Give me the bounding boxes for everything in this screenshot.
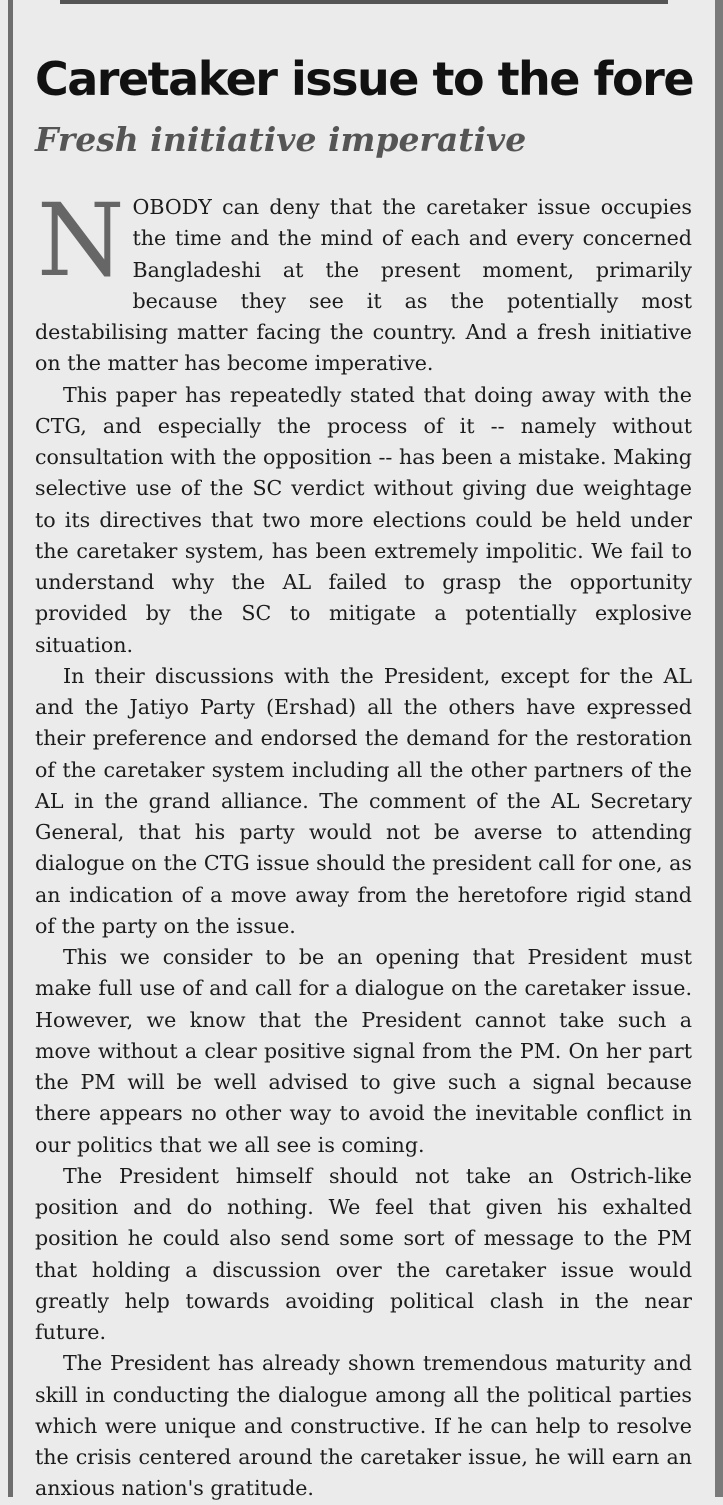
paragraph-3: In their discussions with the President, except for the AL and the Jatiyo Party (Ershad) all the others have expressed their preference and endorsed the demand for the restoration of the caretaker system including all the other partners of the AL in the grand alliance. The comment of the AL Secretary General, that his party would not be averse to attending dialogue on the CTG issue should the president call for one, as an indication of a move away from the heretofore rigid stand of the party on the issue. [35, 663, 692, 938]
headline: Caretaker issue to the fore [35, 52, 694, 106]
subheadline: Fresh initiative imperative [35, 120, 527, 159]
paragraph-5: The President himself should not take an Ostrich-like position and do nothing. We feel that given his exhalted position he could also send some sort of message to the PM that holding a discussion over the caretaker issue would greatly help towards avoiding political clash in the near future. [35, 1163, 692, 1344]
page-border-left [8, 0, 13, 1497]
paragraph-1 [35, 182, 692, 380]
page-border-right [715, 0, 723, 1497]
paragraph-2: This paper has repeatedly stated that doing away with the CTG, and especially the process of it -- namely without consultation with the opposition -- has been a mistake. Making selective use of the SC verdict without giving due weightage to its directives that two more elections could be held under the caretaker system, has been extremely impolitic. We fail to understand why the AL failed to grasp the opportunity provided by the SC to mitigate a potentially explosive situation. [35, 382, 692, 657]
paragraph-6: The President has already shown tremendous maturity and skill in conducting the dialogue among all the political parties which were unique and constructive. If he can help to resolve the crisis centered around the caretaker issue, he will earn an anxious nation's gratitude. [35, 1351, 692, 1501]
top-rule [60, 0, 668, 4]
article-body [35, 182, 692, 1505]
editorial-article [35, 40, 692, 1505]
drop-cap: N [37, 182, 125, 299]
paragraph-4: This we consider to be an opening that President must make full use of and call for a dialogue on the caretaker issue. However, we know that the President cannot take such a move without a clear positive signal from the PM. On her part the PM will be well advised to give such a signal because there appears no other way to avoid the inevitable conflict in our politics that we all see is coming. [35, 945, 692, 1157]
paragraph-1-text: OBODY can deny that the caretaker issue occupies the time and the mind of each and every concerned Bangladeshi at the present moment, primarily because they see it as the potentially most destabilising matter facing the country. And a fresh initiative on the matter has become imperative. [35, 195, 692, 376]
